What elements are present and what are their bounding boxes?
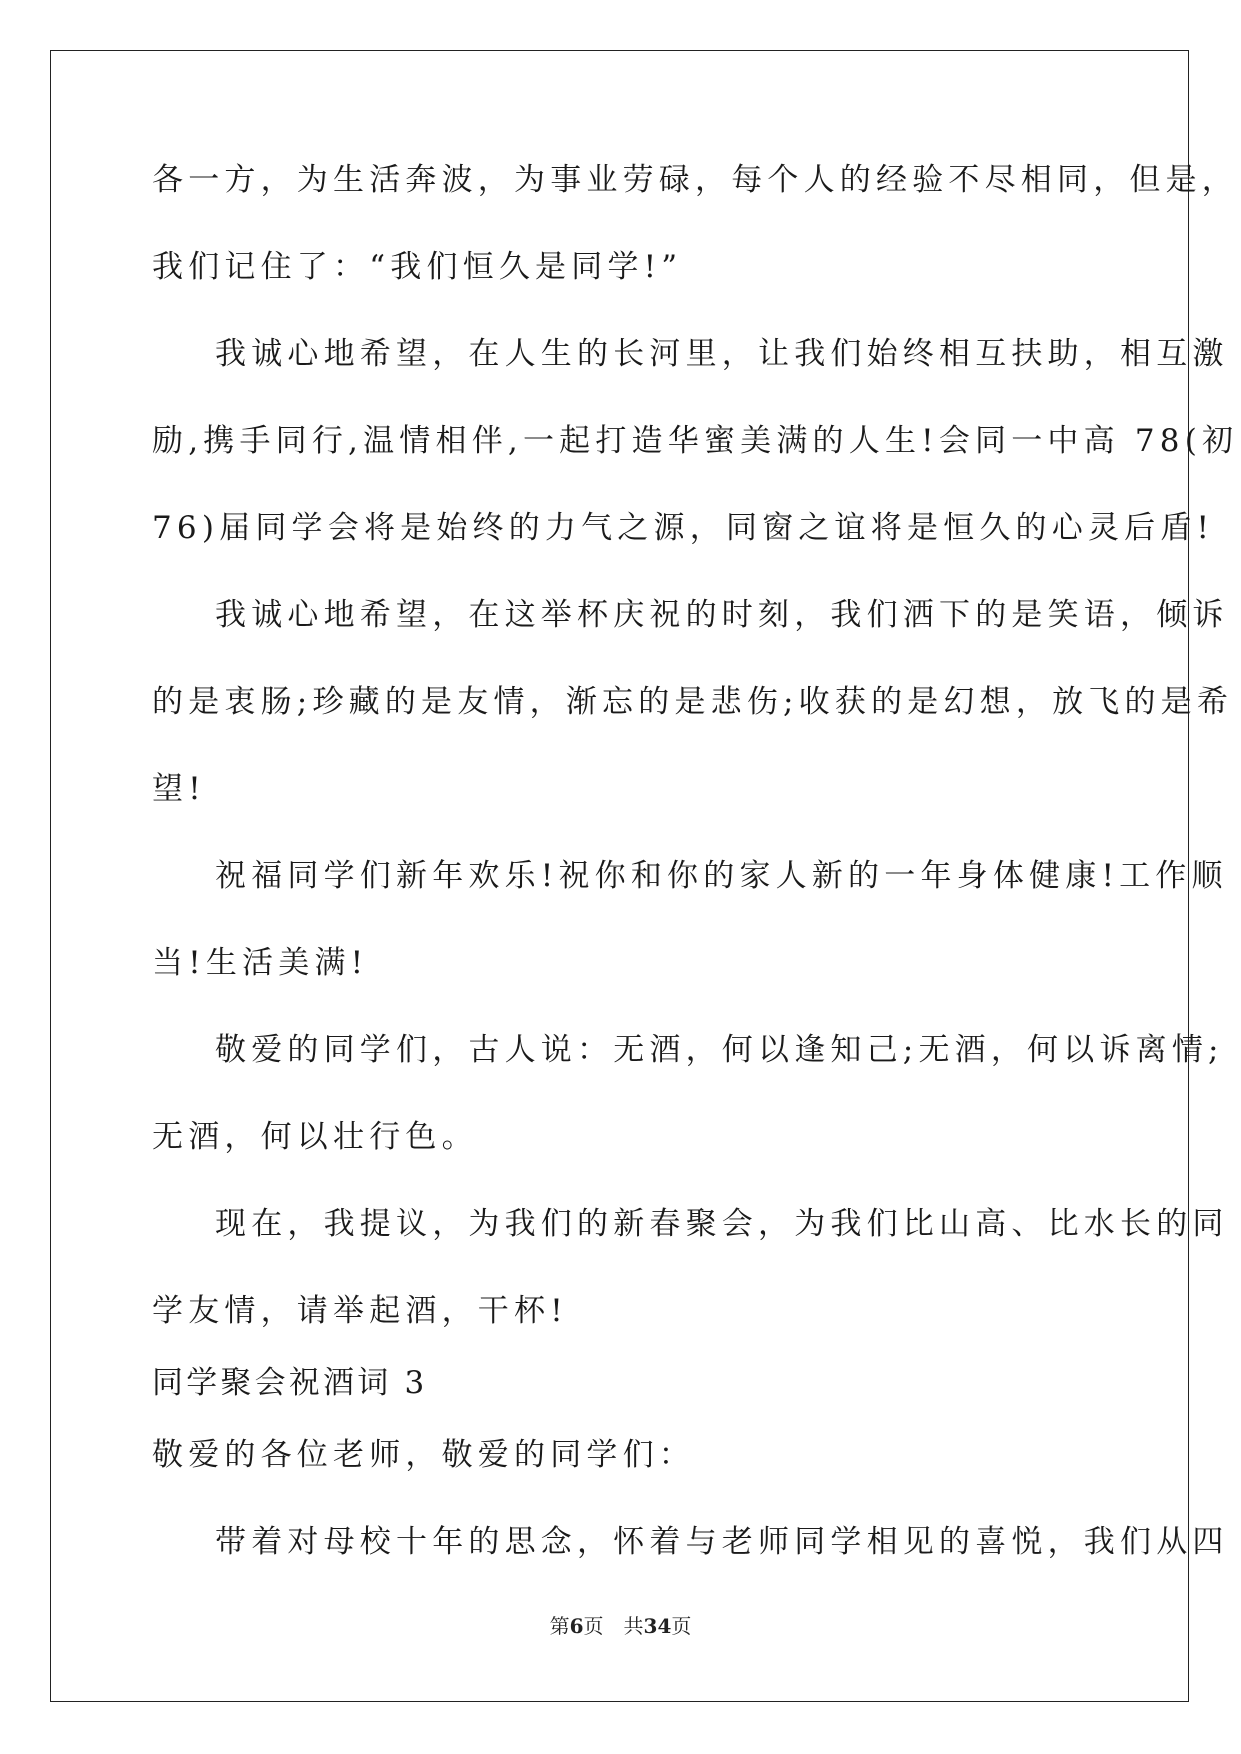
total-label-prefix: 共 (623, 1614, 644, 1638)
text-line: 76)届同学会将是始终的力气之源，同窗之谊将是恒久的心灵后盾! (152, 510, 1215, 546)
total-pages-number: 34 (643, 1614, 672, 1638)
text-line: 当!生活美满! (152, 945, 369, 981)
section-heading: 同学聚会祝酒词 3 (152, 1365, 428, 1401)
paragraph-first-line: 带着对母校十年的思念，怀着与老师同学相见的喜悦，我们从四 (215, 1524, 1229, 1560)
text-line: 望! (152, 771, 206, 807)
page-label-prefix: 第 (549, 1614, 570, 1638)
text-line: 我们记住了：“我们恒久是同学!” (152, 249, 683, 285)
paragraph-first-line: 我诚心地希望，在人生的长河里，让我们始终相互扶助，相互激 (215, 336, 1229, 372)
text-line: 无酒，何以壮行色。 (152, 1119, 478, 1155)
current-page-number: 6 (569, 1614, 584, 1638)
text-line: 各一方，为生活奔波，为事业劳碌，每个人的经验不尽相同，但是， (152, 162, 1238, 198)
text-line: 学友情，请举起酒，干杯! (152, 1293, 568, 1329)
paragraph-first-line: 祝福同学们新年欢乐!祝你和你的家人新的一年身体健康!工作顺 (215, 858, 1228, 894)
salutation-line: 敬爱的各位老师，敬爱的同学们： (152, 1437, 695, 1473)
text-line: 的是衷肠;珍藏的是友情，渐忘的是悲伤;收获的是幻想，放飞的是希 (152, 684, 1234, 720)
paragraph-first-line: 现在，我提议，为我们的新春聚会，为我们比山高、比水长的同 (215, 1206, 1229, 1242)
paragraph-first-line: 我诚心地希望，在这举杯庆祝的时刻，我们洒下的是笑语，倾诉 (215, 597, 1229, 633)
page-label-suffix: 页 (583, 1614, 604, 1638)
text-line: 励,携手同行,温情相伴,一起打造华蜜美满的人生!会同一中高 78(初 (152, 423, 1239, 459)
page-footer (0, 1614, 1241, 1638)
paragraph-first-line: 敬爱的同学们，古人说：无酒，何以逢知己;无酒，何以诉离情; (215, 1032, 1224, 1068)
total-label-suffix: 页 (671, 1614, 692, 1638)
